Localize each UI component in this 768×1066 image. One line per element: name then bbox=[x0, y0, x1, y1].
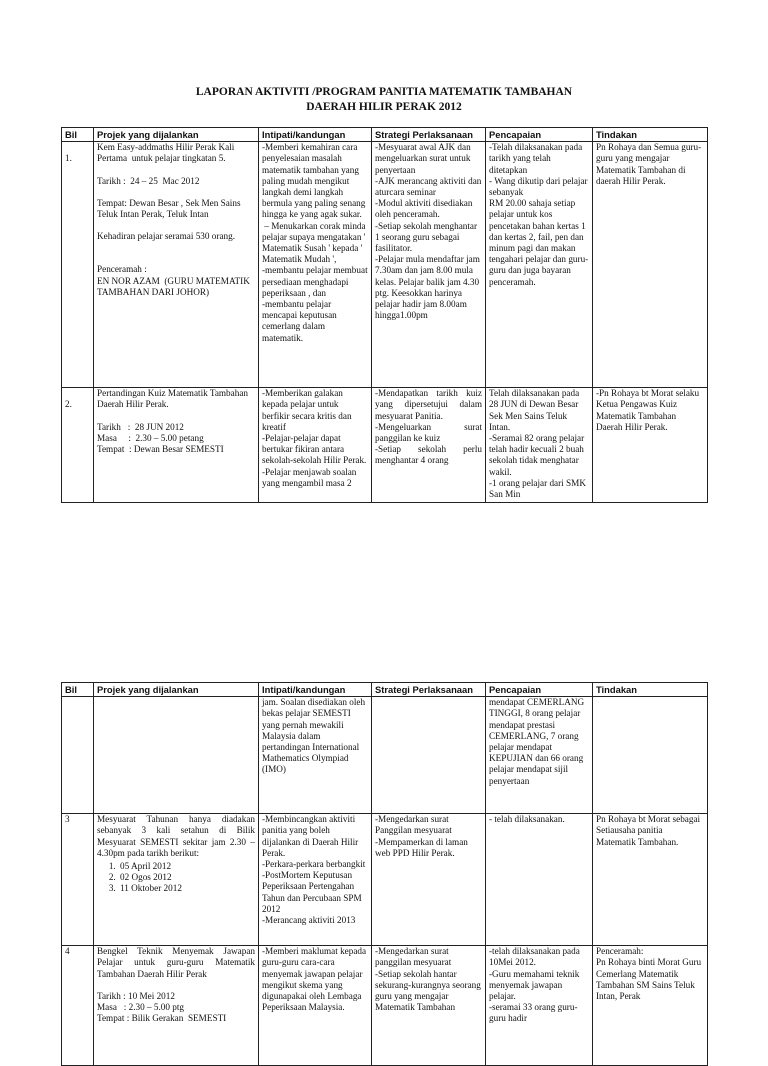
projek-tempat: Tempat : Bilik Gerakan SEMESTI bbox=[97, 1013, 227, 1024]
cell-intipati: -Memberi kemahiran cara penyelesaian masalah matematik tambahan yang paling mudah mengikut langkah demi langkah bermula yang paling senang hingga ke yang agak sukar. – Menukarkan corak minda pelajar supaya mengatakan ' Matematik Susah ' kepada ' Matematik Mudah ', -membantu pelajar membuat persediaan menghadapi peperiksaan , dan -membantu pelajar mencapai keputusan cemerlang dalam matematik. bbox=[259, 142, 372, 388]
table-row bbox=[62, 814, 708, 946]
cell-intipati: jam. Soalan disediakan oleh bekas pelajar SEMESTI yang pernah mewakili Malaysia dalam pertandingan International Mathematics Olympiad (IMO) bbox=[259, 697, 372, 814]
cell-pencapaian: -Telah dilaksanakan pada tarikh yang telah ditetapkan - Wang dikutip dari pelajar sebanyak RM 20.00 sahaja setiap pelajar untuk kos pencetakan bahan kertas 1 dan kertas 2, fail, pen dan minum pagi dan makan tengahari pelajar dan guru-guru dan juga bayaran penceramah. bbox=[486, 142, 593, 388]
cell-tindakan: Pn Rohaya bt Morat sebagai Setiausaha panitia Matematik Tambahan. bbox=[593, 814, 708, 946]
projek-tempat: Tempat: Dewan Besar , Sek Men Sains Teluk Intan Perak, Teluk Intan bbox=[97, 197, 243, 220]
cell-strategi bbox=[372, 697, 486, 814]
header-intipati: Intipati/kandungan bbox=[259, 683, 372, 697]
header-projek: Projek yang dijalankan bbox=[94, 683, 259, 697]
cell-tindakan: Pn Rohaya dan Semua guru-guru yang mengajar Matematik Tambahan di daerah Hilir Perak. bbox=[593, 142, 708, 388]
projek-kehadiran: Kehadiran pelajar seramai 530 orang. bbox=[97, 231, 236, 242]
header-intipati: Intipati/kandungan bbox=[259, 128, 372, 142]
cell-intipati: -Memberi maklumat kepada guru-guru cara-cara menyemak jawapan pelajar mengikut skema yang digunapakai oleh Lembaga Peperiksaan Malaysia. bbox=[259, 946, 372, 1066]
cell-bil: 4 bbox=[62, 946, 94, 1066]
projek-tarikh: Tarikh : 24 – 25 Mac 2012 bbox=[97, 175, 200, 186]
header-strategi: Strategi Perlaksanaan bbox=[372, 683, 486, 697]
list-item: 3. 11 Oktober 2012 bbox=[118, 883, 255, 894]
meeting-dates-list bbox=[97, 861, 255, 895]
cell-bil: 1. bbox=[62, 142, 94, 388]
cell-strategi: -Mengedarkan surat Panggilan mesyuarat -Mempamerkan di laman web PPD Hilir Perak. bbox=[372, 814, 486, 946]
table-row bbox=[62, 142, 708, 388]
header-pencapaian: Pencapaian bbox=[486, 128, 593, 142]
header-bil: Bil bbox=[62, 683, 94, 697]
header-projek: Projek yang dijalankan bbox=[94, 128, 259, 142]
cell-tindakan: -Pn Rohaya bt Morat selaku Ketua Pengawas Kuiz Matematik Tambahan Daerah Hilir Perak. bbox=[593, 388, 708, 503]
cell-pencapaian: mendapat CEMERLANG TINGGI, 8 orang pelajar mendapat prestasi CEMERLANG, 7 orang pelajar mendapat KEPUJIAN dan 66 orang pelajar mendapat sijil penyertaan bbox=[486, 697, 593, 814]
projek-title: Mesyuarat Tahunan hanya diadakan sebanyak 3 kali setahun di Bilik Mesyuarat SEMESTI sekitar jam 2.30 – 4.30pm pada tarikh berikut: bbox=[97, 814, 258, 858]
cell-pencapaian: - telah dilaksanakan. bbox=[486, 814, 593, 946]
projek-title: Bengkel Teknik Menyemak Jawapan Pelajar untuk guru-guru Matematik Tambahan Daerah Hilir Perak bbox=[97, 946, 258, 979]
cell-tindakan bbox=[593, 697, 708, 814]
table-header-row bbox=[62, 683, 708, 697]
table-row bbox=[62, 388, 708, 503]
cell-projek bbox=[94, 946, 259, 1066]
report-table-page-1 bbox=[61, 127, 708, 503]
cell-projek bbox=[94, 814, 259, 946]
cell-intipati: -Membincangkan aktiviti panitia yang boleh dijalankan di Daerah Hilir Perak. -Perkara-perkara berbangkit -PostMortem Keputusan Peperiksaan Pertengahan Tahun dan Percubaan SPM 2012 -Merancang aktiviti 2013 bbox=[259, 814, 372, 946]
projek-tarikh: Tarikh : 28 JUN 2012 bbox=[97, 421, 184, 432]
title-line-1: LAPORAN AKTIVITI /PROGRAM PANITIA MATEMATIK TAMBAHAN bbox=[195, 86, 573, 98]
header-pencapaian: Pencapaian bbox=[486, 683, 593, 697]
projek-masa: Masa : 2.30 – 5.00 petang bbox=[97, 432, 204, 443]
projek-penceramah: Penceramah : EN NOR AZAM (GURU MATEMATIK TAMBAHAN DARI JOHOR) bbox=[97, 264, 250, 297]
cell-bil: 3 bbox=[62, 814, 94, 946]
header-bil: Bil bbox=[62, 128, 94, 142]
cell-projek bbox=[94, 697, 259, 814]
header-tindakan: Tindakan bbox=[593, 128, 708, 142]
table-row bbox=[62, 946, 708, 1066]
list-item: 2. 02 Ogos 2012 bbox=[118, 872, 255, 883]
cell-strategi: -Mesyuarat awal AJK dan mengeluarkan surat untuk penyertaan -AJK merancang aktiviti dan aturcara seminar -Modul aktiviti disediakan oleh penceramah. -Setiap sekolah menghantar 1 seorang guru sebagai fasilitator. -Pelajar mula mendaftar jam 7.30am dan jam 8.00 mula kelas. Pelajar balik jam 4.30 ptg. Keesokkan harinya pelajar hadir jam 8.00am hingga1.00pm bbox=[372, 142, 486, 388]
cell-pencapaian: Telah dilaksanakan pada 28 JUN di Dewan Besar Sek Men Sains Teluk Intan. -Seramai 82 orang pelajar telah hadir kecuali 2 buah sekolah tidak menghatar wakil. -1 orang pelajar dari SMK San Min bbox=[486, 388, 593, 503]
projek-title: Pertandingan Kuiz Matematik Tambahan Daerah Hilir Perak. bbox=[97, 388, 251, 410]
table-row bbox=[62, 697, 708, 814]
projek-title: Kem Easy-addmaths Hilir Perak Kali Pertama untuk pelajar tingkatan 5. bbox=[97, 142, 237, 164]
cell-intipati: -Memberikan galakan kepada pelajar untuk berfikir secara kritis dan kreatif -Pelajar-pelajar dapat bertukar fikiran antara sekolah-sekolah Hilir Perak. -Pelajar menjawab soalan yang mengambil masa 2 bbox=[259, 388, 372, 503]
projek-tempat: Tempat : Dewan Besar SEMESTI bbox=[97, 444, 224, 455]
list-item: 1. 05 April 2012 bbox=[118, 861, 255, 872]
cell-strategi: -Mendapatkan tarikh kuiz yang dipersetujui dalam mesyuarat Panitia. -Mengeluarkan surat panggilan ke kuiz -Setiap sekolah perlu menghantar 4 orang bbox=[372, 388, 486, 503]
header-tindakan: Tindakan bbox=[593, 683, 708, 697]
projek-masa: Masa : 2.30 – 5.00 ptg bbox=[97, 1002, 185, 1013]
cell-projek bbox=[94, 388, 259, 503]
cell-bil bbox=[62, 697, 94, 814]
report-table-page-2 bbox=[61, 682, 708, 1066]
table-header-row bbox=[62, 128, 708, 142]
cell-strategi: -Mengedarkan surat panggilan mesyuarat -Setiap sekolah hantar sekurang-kurangnya seorang guru yang mengajar Matematik Tambahan bbox=[372, 946, 486, 1066]
cell-pencapaian: -telah dilaksanakan pada 10Mei 2012. -Guru memahami teknik menyemak jawapan pelajar. -seramai 33 orang guru-guru hadir bbox=[486, 946, 593, 1066]
title-line-2: DAERAH HILIR PERAK 2012 bbox=[306, 101, 462, 113]
cell-projek bbox=[94, 142, 259, 388]
page-title bbox=[0, 85, 768, 115]
cell-bil: 2. bbox=[62, 388, 94, 503]
cell-tindakan: Penceramah: Pn Rohaya binti Morat Guru Cemerlang Matematik Tambahan SM Sains Teluk Intan, Perak bbox=[593, 946, 708, 1066]
projek-tarikh: Tarikh : 10 Mei 2012 bbox=[97, 990, 175, 1001]
header-strategi: Strategi Perlaksanaan bbox=[372, 128, 486, 142]
